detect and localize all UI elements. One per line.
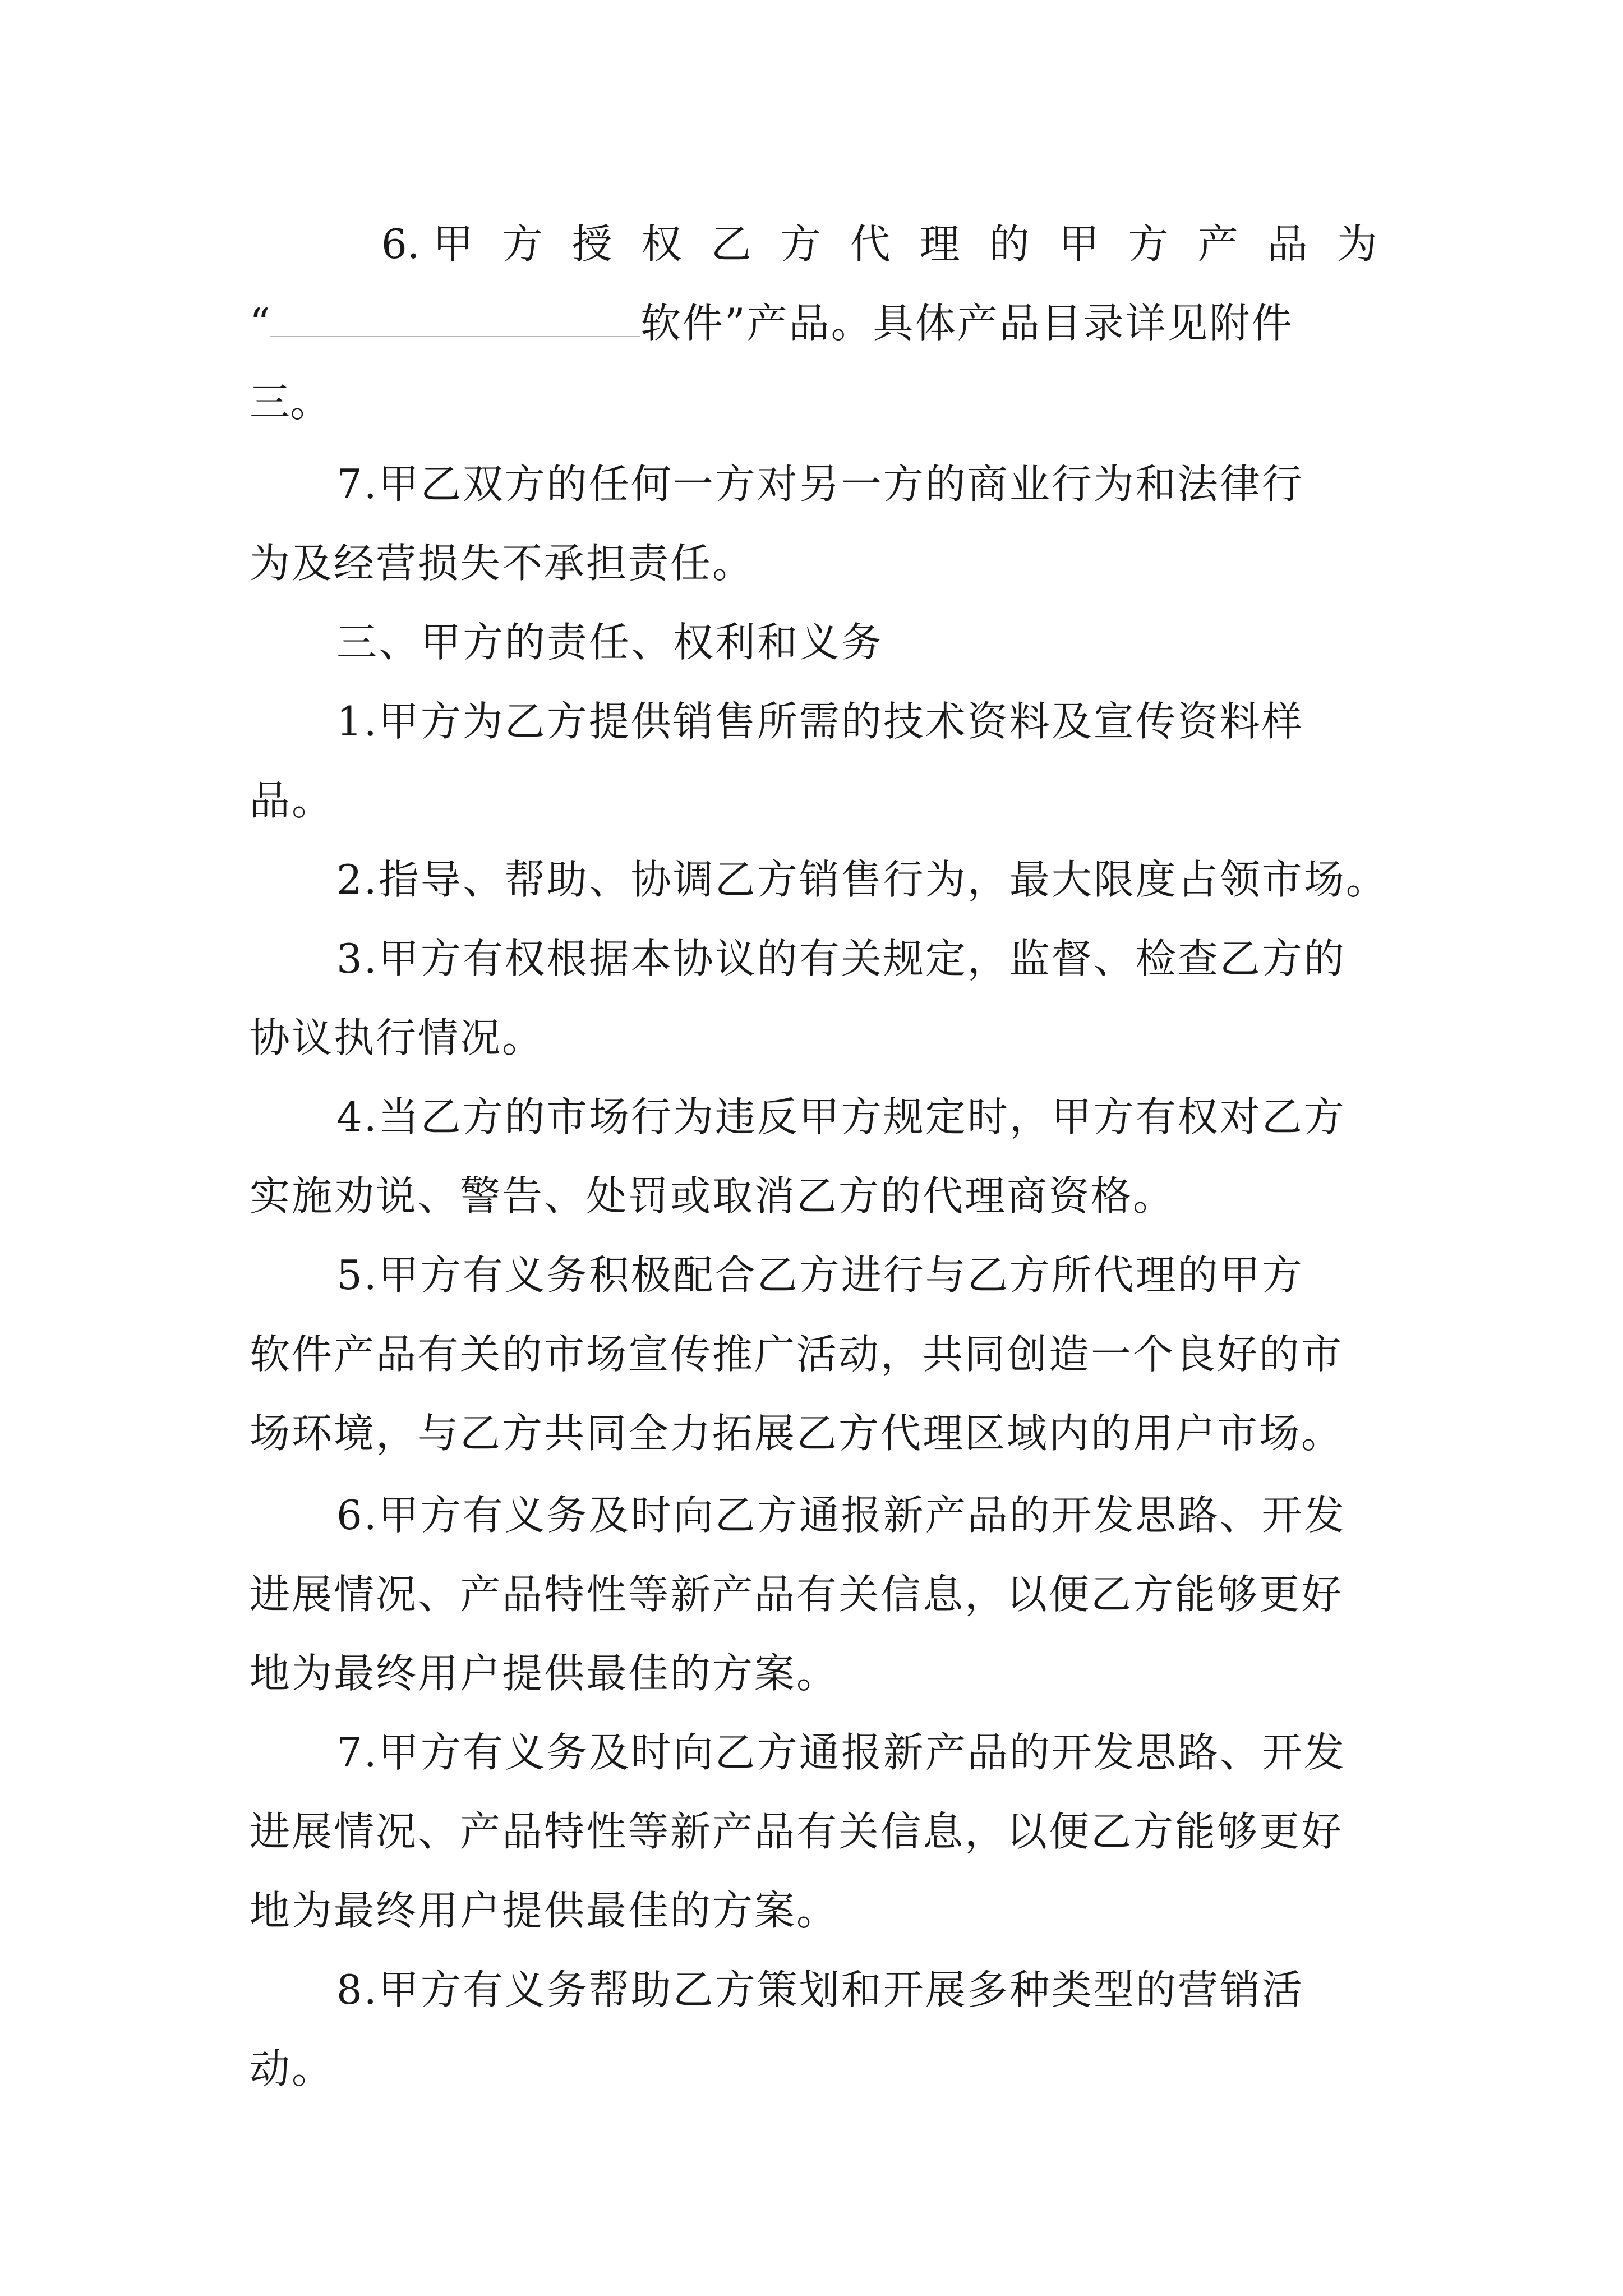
s3-item-6-line-3: 地为最终用户提供最佳的方案。 xyxy=(250,1650,839,1697)
s3-item-4-line-2: 实施劝说、警告、处罚或取消乙方的代理商资格。 xyxy=(250,1172,1175,1220)
clause-6-open-quote: “ xyxy=(250,300,270,347)
s3-item-1-line-1: 1.甲方为乙方提供销售所需的技术资料及宣传资料样 xyxy=(336,698,1304,745)
clause-6-text-2: 软件”产品。具体产品目录详见附件 xyxy=(640,300,1294,347)
s3-item-8-line-1: 8.甲方有义务帮助乙方策划和开展多种类型的营销活 xyxy=(336,1966,1304,2013)
s3-item-4-line-1: 4.当乙方的市场行为违反甲方规定时，甲方有权对乙方 xyxy=(336,1093,1346,1140)
clause-6-line-2 xyxy=(250,284,1294,363)
clause-6-number: 6. xyxy=(381,220,420,268)
section-3-heading: 三、甲方的责任、权利和义务 xyxy=(336,619,884,666)
clause-6-text-3: 三。 xyxy=(250,379,331,426)
s3-item-1-line-2: 品。 xyxy=(250,777,334,824)
s3-item-7-line-3: 地为最终用户提供最佳的方案。 xyxy=(250,1887,839,1934)
s3-item-3-line-2: 协议执行情况。 xyxy=(250,1014,545,1061)
clause-6-blank-field[interactable] xyxy=(270,308,640,337)
s3-item-6-line-2: 进展情况、产品特性等新产品有关信息，以便乙方能够更好 xyxy=(250,1571,1344,1618)
s3-item-7-line-2: 进展情况、产品特性等新产品有关信息，以便乙方能够更好 xyxy=(250,1808,1344,1855)
clause-6-text-1: 甲方授权乙方代理的甲方产品为 xyxy=(432,220,1407,268)
s3-item-5-line-2: 软件产品有关的市场宣传推广活动，共同创造一个良好的市 xyxy=(250,1331,1344,1378)
s3-item-3-line-1: 3.甲方有权根据本协议的有关规定，监督、检查乙方的 xyxy=(336,935,1346,982)
clause-7-line-1: 7.甲乙双方的任何一方对另一方的商业行为和法律行 xyxy=(336,461,1304,508)
s3-item-2-line-1: 2.指导、帮助、协调乙方销售行为，最大限度占领市场。 xyxy=(336,856,1388,903)
clause-6-line-3 xyxy=(250,363,330,442)
s3-item-7-line-1: 7.甲方有义务及时向乙方通报新产品的开发思路、开发 xyxy=(336,1729,1346,1776)
s3-item-5-line-3: 场环境，与乙方共同全力拓展乙方代理区域内的用户市场。 xyxy=(250,1410,1344,1457)
clause-7-line-2: 为及经营损失不承担责任。 xyxy=(250,540,755,587)
s3-item-6-line-1: 6.甲方有义务及时向乙方通报新产品的开发思路、开发 xyxy=(336,1492,1346,1539)
s3-item-8-line-2: 动。 xyxy=(250,2045,334,2092)
s3-item-5-line-1: 5.甲方有义务积极配合乙方进行与乙方所代理的甲方 xyxy=(336,1251,1304,1299)
clause-6-line-1 xyxy=(381,205,1407,284)
